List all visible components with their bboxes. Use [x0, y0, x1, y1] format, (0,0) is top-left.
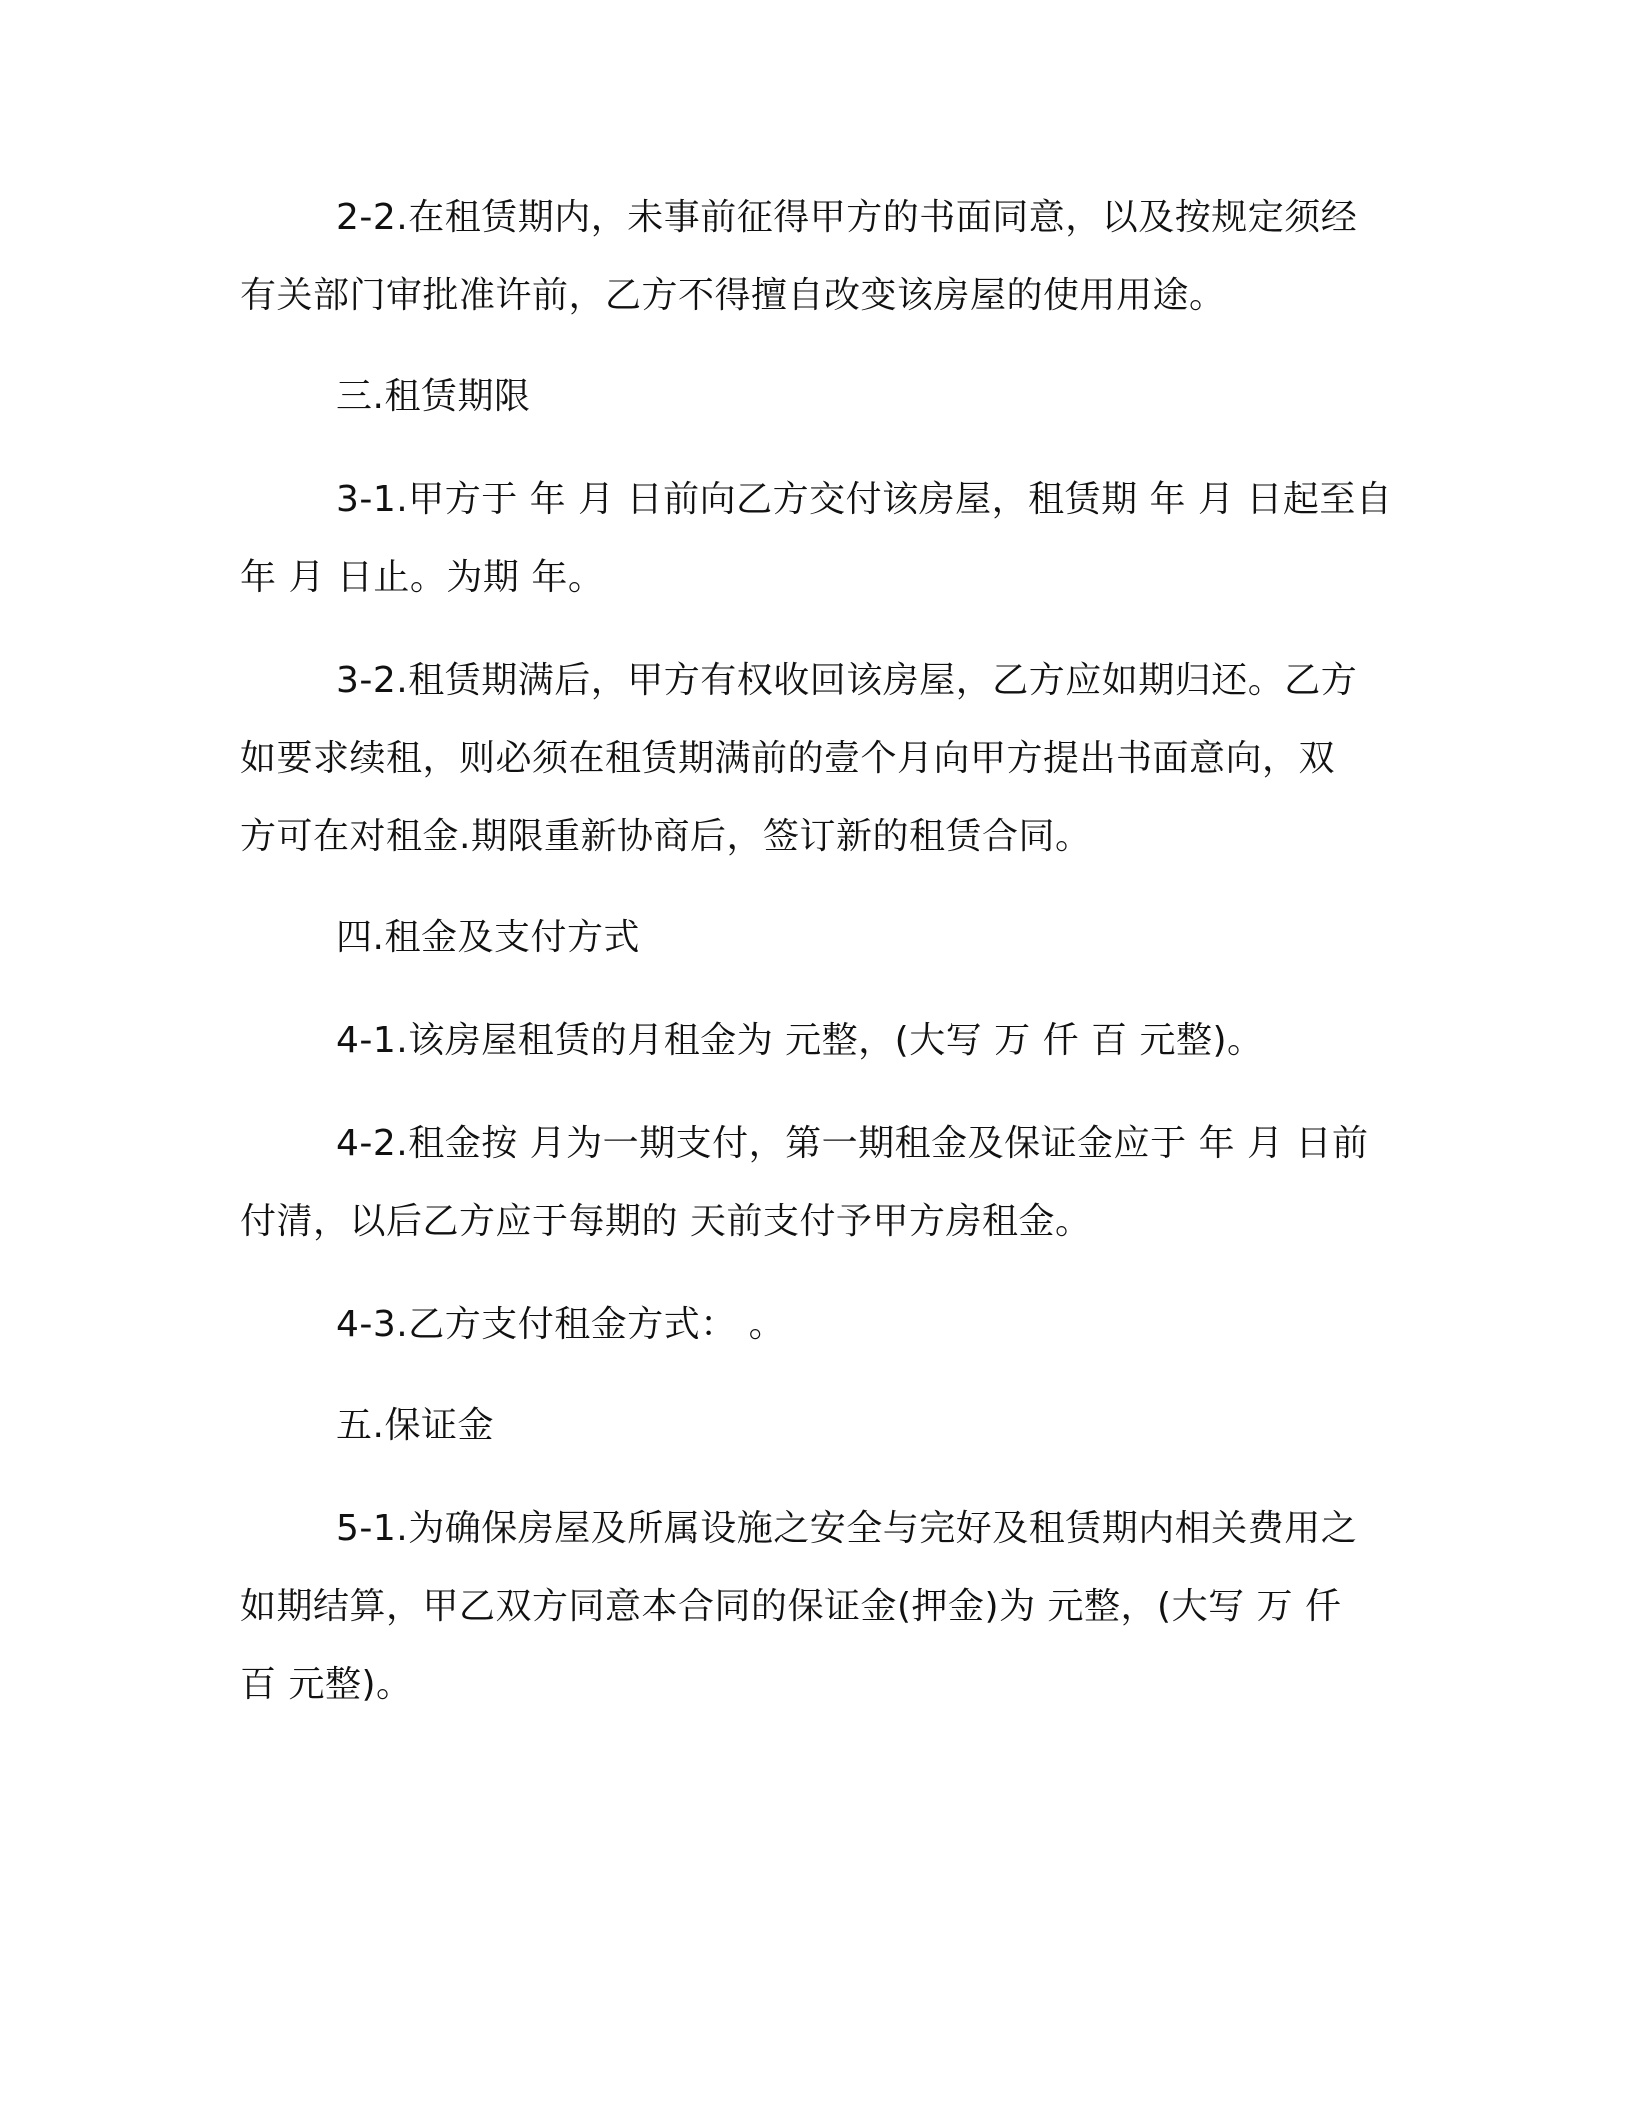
clause-5-1-line-2: 如期结算，甲乙双方同意本合同的保证金(押金)为 元整，(大写 万 仟	[240, 1586, 1342, 1627]
clause-2-2-line-1: 2-2.在租赁期内，未事前征得甲方的书面同意，以及按规定须经	[336, 197, 1358, 238]
clause-3-2-line-2: 如要求续租，则必须在租赁期满前的壹个月向甲方提出书面意向，双	[240, 738, 1336, 779]
clause-4-1-line-1: 4-1.该房屋租赁的月租金为 元整，(大写 万 仟 百 元整)。	[336, 1020, 1264, 1061]
clause-2-2-line-2: 有关部门审批准许前，乙方不得擅自改变该房屋的使用用途。	[240, 275, 1226, 316]
clause-4-3-line-1: 4-3.乙方支付租金方式： 。	[336, 1304, 786, 1345]
clause-3-1-line-1: 3-1.甲方于 年 月 日前向乙方交付该房屋，租赁期 年 月 日起至自	[336, 479, 1393, 520]
clause-5-1-line-3: 百 元整)。	[240, 1664, 413, 1705]
clause-4-2-line-2: 付清，以后乙方应于每期的 天前支付予甲方房租金。	[240, 1201, 1092, 1242]
clause-4-2-line-1: 4-2.租金按 月为一期支付，第一期租金及保证金应于 年 月 日前	[336, 1123, 1369, 1164]
clause-3-2-line-1: 3-2.租赁期满后，甲方有权收回该房屋，乙方应如期归还。乙方	[336, 660, 1358, 701]
section-3-heading: 三.租赁期限	[336, 376, 531, 417]
section-5-heading: 五.保证金	[336, 1405, 494, 1446]
clause-5-1-line-1: 5-1.为确保房屋及所属设施之安全与完好及租赁期内相关费用之	[336, 1508, 1358, 1549]
section-4-heading: 四.租金及支付方式	[336, 917, 640, 958]
clause-3-1-line-2: 年 月 日止。为期 年。	[240, 557, 605, 598]
clause-3-2-line-3: 方可在对租金.期限重新协商后，签订新的租赁合同。	[240, 816, 1092, 857]
